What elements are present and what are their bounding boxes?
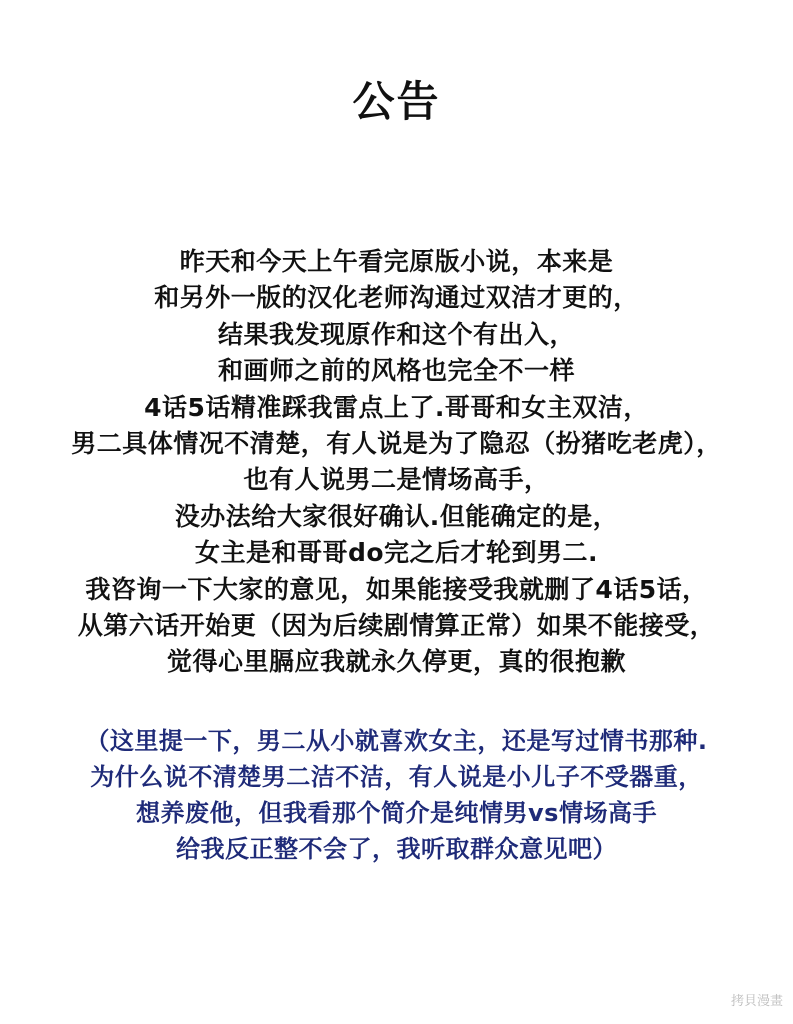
announcement-body [0, 244, 793, 681]
body-line: 觉得心里膈应我就永久停更，真的很抱歉 [166, 647, 626, 677]
note-line: （这里提一下，男二从小就喜欢女主，还是写过情书那种. [85, 727, 708, 755]
body-line: 男二具体情况不清楚，有人说是为了隐忍（扮猪吃老虎）， [71, 428, 722, 458]
body-line: 我咨询一下大家的意见，如果能接受我就删了4话5话， [85, 574, 708, 604]
watermark: 拷貝漫畫 [730, 994, 783, 1009]
note-line: 想养废他，但我看那个简介是纯情男vs情场高手 [136, 799, 657, 827]
body-line: 4话5话精准踩我雷点上了.哥哥和女主双洁， [144, 392, 649, 422]
body-line: 昨天和今天上午看完原版小说，本来是 [179, 247, 614, 276]
body-line: 和画师之前的风格也完全不一样 [217, 356, 575, 386]
body-line: 女主是和哥哥do完之后才轮到男二. [194, 538, 599, 568]
body-line: 没办法给大家很好确认.但能确定的是， [174, 501, 619, 531]
page-title: 公告 [352, 77, 441, 126]
note-line: 给我反正整不会了，我听取群众意见吧） [176, 835, 617, 863]
note-line: 为什么说不清楚男二洁不洁，有人说是小儿子不受器重， [90, 763, 703, 791]
body-line: 从第六话开始更（因为后续剧情算正常）如果不能接受， [77, 610, 716, 640]
announcement-note [0, 723, 793, 867]
body-line: 也有人说男二是情场高手， [243, 465, 550, 495]
body-line: 结果我发现原作和这个有出入， [217, 319, 575, 349]
body-line: 和另外一版的汉化老师沟通过双洁才更的， [154, 283, 639, 313]
